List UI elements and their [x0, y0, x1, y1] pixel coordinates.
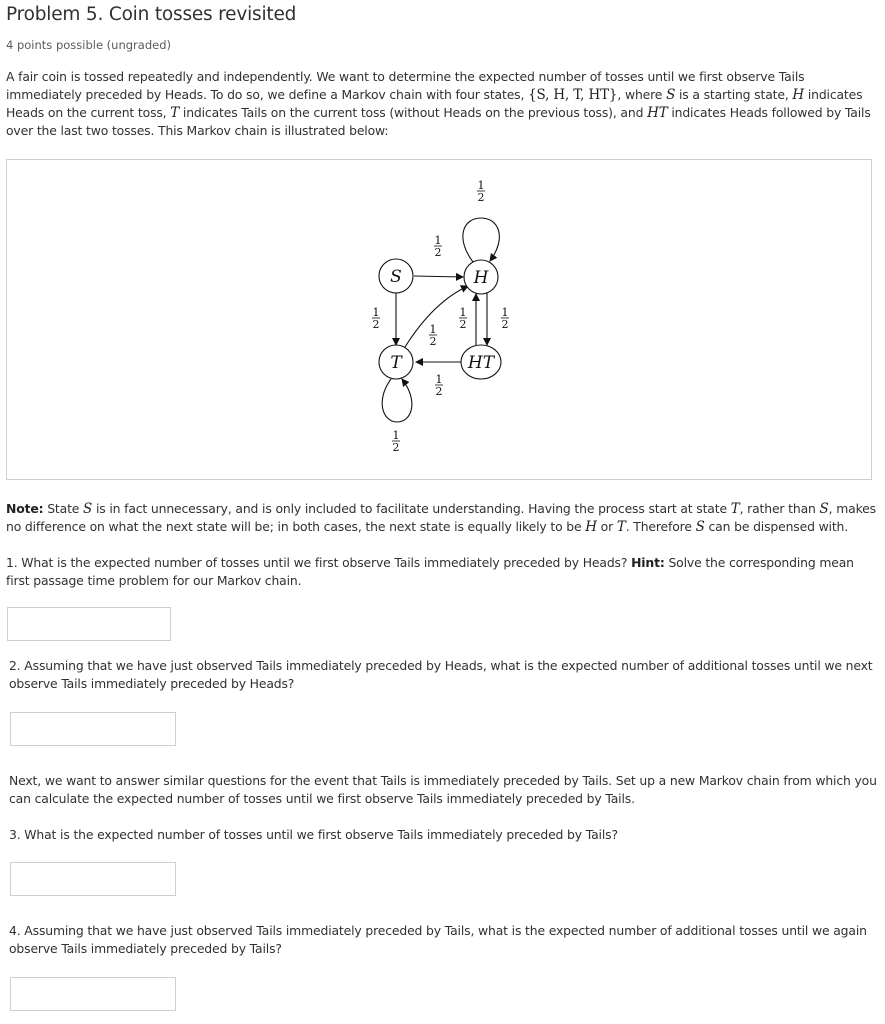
- prob-t-h-numerator: 1: [429, 323, 437, 336]
- prob-s-h-numerator: 1: [434, 234, 442, 247]
- markov-chain-figure: [6, 159, 872, 480]
- edge-t-self: [382, 379, 412, 422]
- states-set: {S, H, T, HT}: [528, 87, 618, 103]
- math-h: H: [585, 519, 597, 535]
- prob-t-h: [429, 323, 437, 348]
- math-s: S: [695, 519, 705, 535]
- math-s: S: [819, 501, 829, 517]
- math-ht: HT: [647, 105, 668, 121]
- prob-ht-t: [435, 373, 443, 398]
- answer-input-2[interactable]: [10, 712, 176, 746]
- prob-s-h: [434, 234, 442, 259]
- question-1: [6, 554, 876, 590]
- intro-text: indicates Heads on the current toss,: [6, 87, 863, 120]
- prob-h-self: [477, 179, 485, 204]
- prob-ht-t-numerator: 1: [435, 373, 443, 386]
- points-possible: 4 points possible (ungraded): [6, 38, 171, 52]
- note-text: State: [43, 501, 84, 516]
- prob-t-self: [392, 429, 400, 454]
- question-3: 3. What is the expected number of tosses until we first observe Tails immediately preceded by Tails?: [9, 827, 618, 842]
- next-paragraph: Next, we want to answer similar questions for the event that Tails is immediately preceded by Tails. Set up a new Markov chain from which you can calculate the expected number of tosses until we first observe Tails immediately preceded by Tails.: [9, 773, 877, 806]
- question-1-text: 1. What is the expected number of tosses until we first observe Tails immediately preceded by Heads?: [6, 555, 632, 570]
- prob-s-t: [372, 306, 380, 331]
- intro-text: A fair coin is tossed repeatedly and independently. We want to determine the expected number of tosses until we first observe Tails immediately preceded by Heads. To do so, we define a Markov chain with four states,: [6, 69, 805, 102]
- answer-input-3[interactable]: [10, 862, 176, 896]
- intro-text: is a starting state,: [675, 87, 793, 102]
- prob-ht-h-denominator: 2: [459, 318, 467, 331]
- note-text: can be dispensed with.: [704, 519, 849, 534]
- note-text: is in fact unnecessary, and is only included to facilitate understanding. Having the process start at state: [92, 501, 731, 516]
- math-t: T: [730, 501, 740, 517]
- prob-h-ht-denominator: 2: [501, 318, 509, 331]
- prob-h-self-denominator: 2: [477, 191, 485, 204]
- prob-t-self-denominator: 2: [392, 441, 400, 454]
- prob-h-ht: [501, 306, 509, 331]
- math-t: T: [616, 519, 626, 535]
- answer-input-4[interactable]: [10, 977, 176, 1011]
- note-text: or: [596, 519, 617, 534]
- math-h: H: [792, 87, 805, 103]
- edge-h-self: [463, 218, 500, 262]
- problem-title: Problem 5. Coin tosses revisited: [6, 4, 297, 25]
- hint-text: Solve the corresponding mean first passage time problem for our Markov chain.: [6, 555, 854, 588]
- markov-chain-diagram: [7, 160, 871, 479]
- prob-h-self-numerator: 1: [477, 179, 485, 192]
- intro-text: indicates Heads followed by Tails over the last two tosses. This Markov chain is illustrated below:: [6, 105, 871, 138]
- note-text: , makes no difference on what the next state will be; in both cases, the next state is equally likely to be: [6, 501, 876, 534]
- math-s: S: [83, 501, 93, 517]
- intro-text: , where: [617, 87, 667, 102]
- edge-s-h: [414, 276, 463, 277]
- prob-h-ht-numerator: 1: [501, 306, 509, 319]
- prob-s-t-denominator: 2: [372, 318, 380, 331]
- node-t-label: T: [390, 353, 402, 373]
- node-ht-label: HT: [467, 353, 495, 373]
- prob-ht-t-denominator: 2: [435, 385, 443, 398]
- question-4: 4. Assuming that we have just observed Tails immediately preceded by Tails, what is the expected number of additional tosses until we again observe Tails immediately preceded by Tails?: [9, 923, 867, 956]
- question-2: 2. Assuming that we have just observed Tails immediately preceded by Heads, what is the expected number of additional tosses until we next observe Tails immediately preceded by Heads?: [9, 658, 873, 691]
- math-s: S: [666, 87, 676, 103]
- prob-s-t-numerator: 1: [372, 306, 380, 319]
- note-paragraph: [6, 500, 876, 536]
- prob-s-h-denominator: 2: [434, 246, 442, 259]
- intro-text: indicates Tails on the current toss (without Heads on the previous toss), and: [179, 105, 648, 120]
- node-s-label: S: [390, 267, 402, 287]
- prob-ht-h-numerator: 1: [459, 306, 467, 319]
- answer-input-1[interactable]: [7, 607, 171, 641]
- prob-ht-h: [459, 306, 467, 331]
- note-label: Note:: [6, 501, 44, 516]
- math-t: T: [170, 105, 180, 121]
- note-text: . Therefore: [625, 519, 696, 534]
- note-text: , rather than: [739, 501, 820, 516]
- prob-t-h-denominator: 2: [429, 335, 437, 348]
- node-h-label: H: [473, 268, 489, 288]
- hint-label: Hint:: [631, 555, 665, 570]
- intro-paragraph: [6, 68, 876, 140]
- prob-t-self-numerator: 1: [392, 429, 400, 442]
